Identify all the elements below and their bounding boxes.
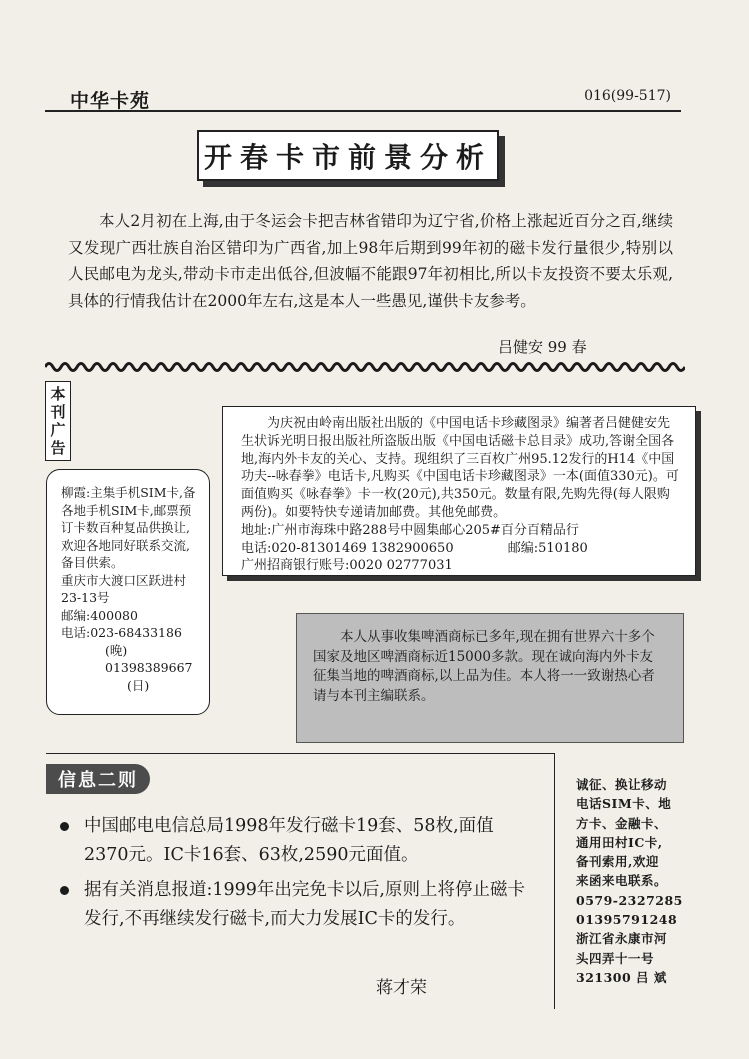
ad-sim-card-mobile: 01398389667	[105, 660, 193, 675]
ad-book-promo-bank: 广州招商银行账号:0020 02777031	[241, 558, 453, 574]
side-notice-line: 浙江省永康市河	[576, 931, 668, 947]
info-list	[58, 812, 536, 940]
header-divider	[45, 110, 681, 112]
ad-book-promo-postcode: 邮编:510180	[507, 540, 588, 556]
wave-divider	[45, 360, 685, 374]
article-title: 开春卡市前景分析	[197, 130, 499, 181]
side-notice-line: 321300 吕 斌	[576, 969, 667, 985]
ad-sim-card	[46, 469, 210, 715]
ad-sim-card-phone-note: (晚)	[105, 642, 128, 658]
side-notice-line: 电话SIM卡、地	[576, 796, 672, 812]
ad-book-promo-address: 地址:广州市海珠中路288号中圆集邮心205#百分百精品行	[241, 522, 579, 538]
bullet-icon	[60, 822, 69, 831]
side-notice	[576, 775, 694, 987]
ad-book-promo-contact	[241, 540, 681, 558]
info-item	[58, 812, 536, 870]
side-notice-line: 方卡、金融卡、	[576, 815, 668, 831]
ad-sim-card-phone: 电话:023-68433186	[61, 625, 182, 640]
side-notice-line: 备刊索用,欢迎	[576, 854, 659, 870]
side-notice-line: 通用田村IC卡,	[576, 834, 663, 850]
ad-sim-card-body: 柳霞:主集手机SIM卡,备各地手机SIM卡,邮票预订卡数百种复品供换让,欢迎各地同好联系交流,备目供索。	[61, 485, 196, 570]
side-notice-line: 01395791248	[576, 912, 678, 928]
article-author: 吕健安 99 春	[498, 338, 587, 356]
article-body: 本人2月初在上海,由于冬运会卡把吉林省错印为辽宁省,价格上涨起近百分之百,继续又发现广西壮族自治区错印为广西省,加上98年后期到99年初的磁卡发行量很少,特别以人民邮电为龙头,带动卡市走出低谷,但波幅不能跟97年初相比,所以卡友投资不要太乐观,具体的行情我估计在2000年左右,这是本人一些愚见,谨供卡友参考。	[68, 212, 673, 310]
ad-book-promo	[222, 406, 696, 576]
ad-sim-card-address: 重庆市大渡口区跃进村23-13号	[61, 572, 187, 605]
ad-sim-card-mobile-note: (日)	[127, 677, 150, 693]
publication-name: 中华卡苑	[70, 90, 151, 112]
ad-beer-labels	[296, 613, 684, 743]
info-item-text: 据有关消息报道:1999年出完免卡以后,原则上将停止磁卡发行,不再继续发行磁卡,而大力发展IC卡的发行。	[84, 880, 525, 929]
side-notice-line: 头四弄十一号	[576, 950, 655, 966]
ad-book-promo-body: 为庆祝由岭南出版社出版的《中国电话卡珍藏图录》编著者吕健健安先生状诉光明日报出版社所盗版出版《中国电话磁卡总目录》成功,答谢全国各地,海内外卡友的关心、支持。现组织了三百枚广州95.12发行的H14《中国功夫--咏春拳》电话卡,凡购买《中国电话卡珍藏图录》一本(面值330元)。可面值购买《咏春拳》卡一枚(20元),共350元。数量有限,先购先得(每人限购两份)。如要特快专递请加邮费。其他免邮费。	[241, 416, 679, 520]
info-author: 蒋才荣	[376, 978, 427, 998]
bullet-icon	[60, 886, 69, 895]
ad-book-promo-phone: 电话:020-81301469 1382900650	[241, 540, 454, 556]
ad-beer-labels-body: 本人从事收集啤酒商标已多年,现在拥有世界六十多个国家及地区啤酒商标近15000多款。现在诚向海内外卡友征集当地的啤酒商标,以上品为佳。本人将一一致谢热心者请与本刊主编联系。	[313, 629, 655, 704]
page-code: 016(99-517)	[584, 88, 671, 104]
info-item-text: 中国邮电电信总局1998年发行磁卡19套、58枚,面值2370元。IC卡16套、63枚,2590元面值。	[84, 816, 494, 865]
side-notice-line: 来函来电联系。	[576, 873, 668, 889]
ad-section-tag: 本刊广告	[45, 381, 71, 461]
ad-sim-card-postcode: 邮编:400080	[61, 607, 138, 623]
side-notice-line: 0579-2327285	[576, 892, 683, 908]
info-section-title: 信息二则	[46, 764, 150, 794]
side-notice-line: 诚征、换让移动	[576, 777, 668, 792]
info-item	[58, 876, 536, 934]
